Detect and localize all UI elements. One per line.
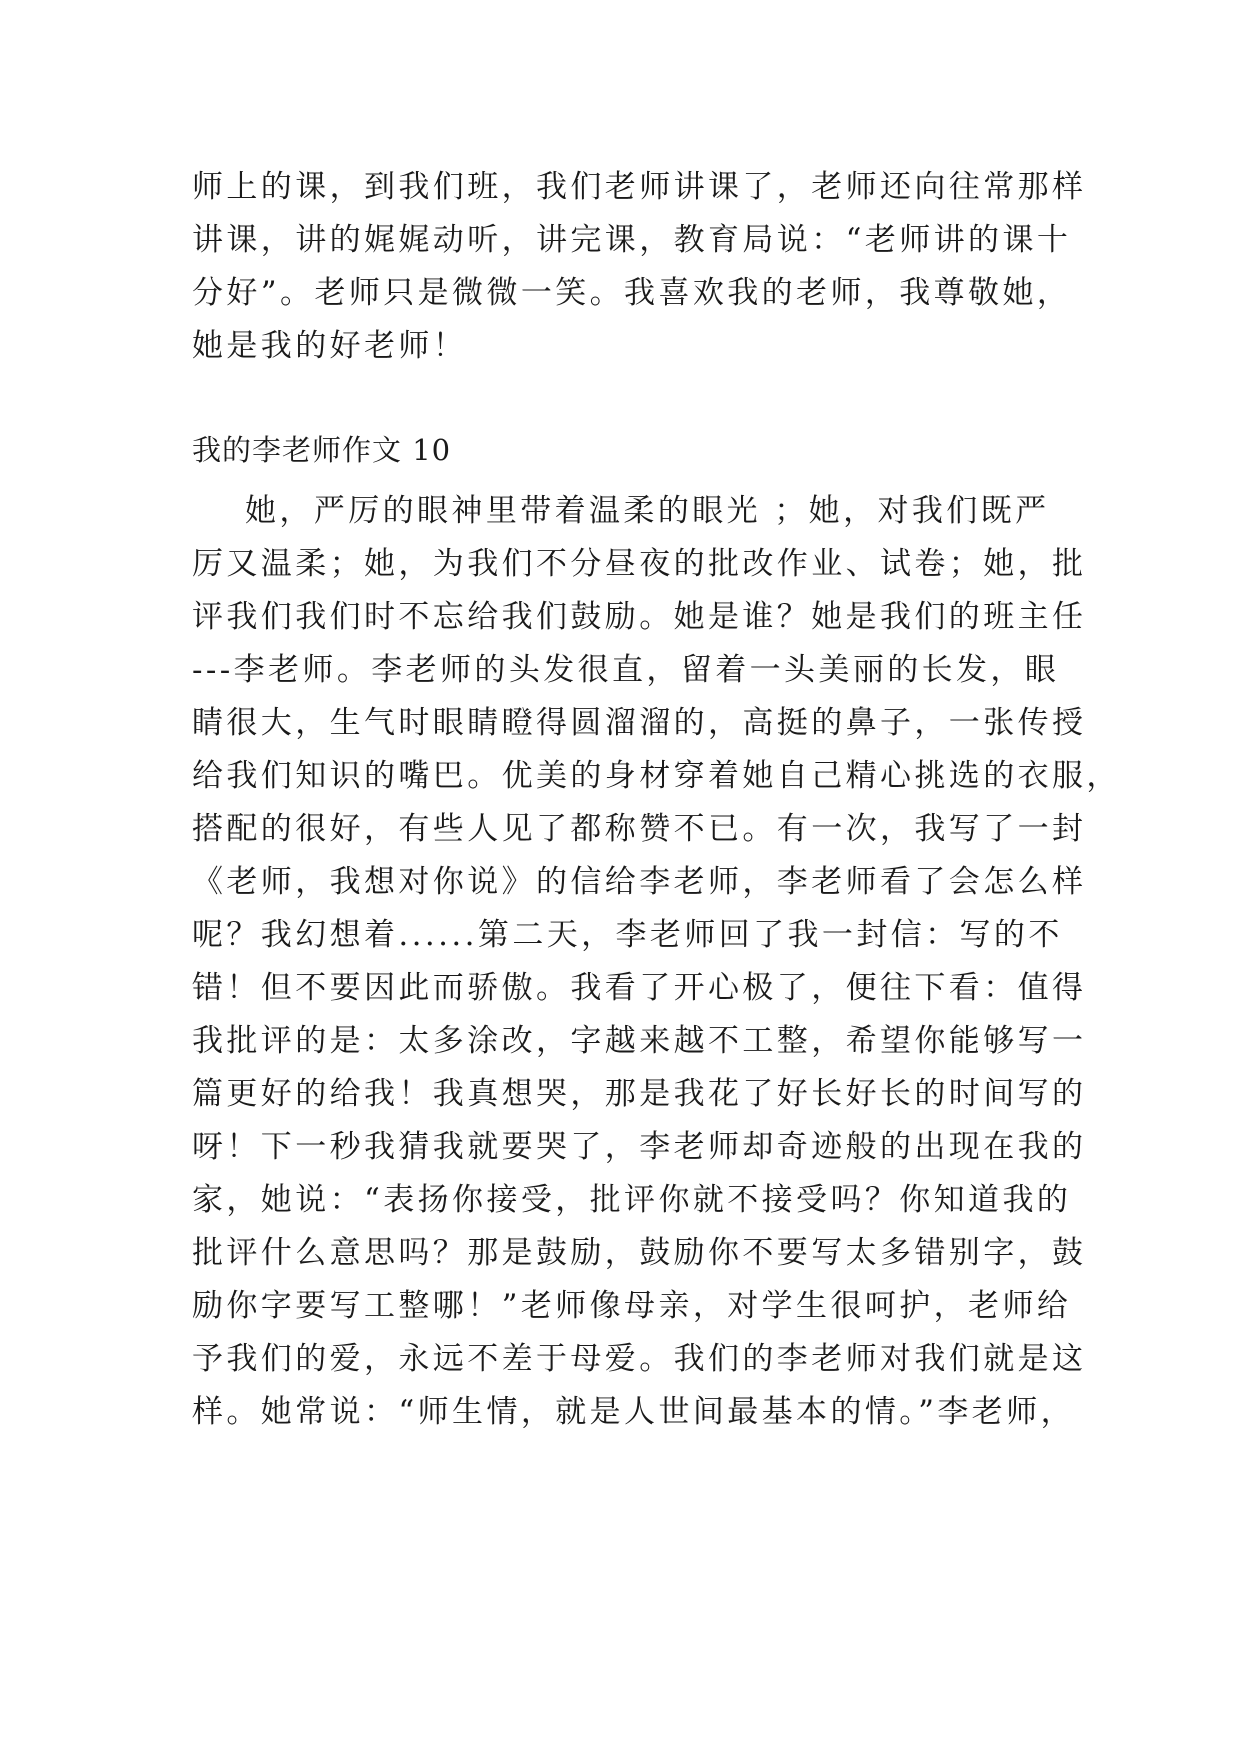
paragraph-line: 她，严厉的眼神里带着温柔的眼光 ；她，对我们既严 bbox=[192, 493, 1050, 529]
paragraph-line: 师上的课，到我们班，我们老师讲课了，老师还向往常那样 bbox=[192, 169, 1087, 205]
paragraph-line: 呢？我幻想着......第二天，李老师回了我一封信：写的不 bbox=[192, 917, 1063, 953]
paragraph-line: 厉又温柔；她，为我们不分昼夜的批改作业、试卷；她，批 bbox=[192, 546, 1087, 582]
paragraph-line: 《老师，我想对你说》的信给李老师，李老师看了会怎么样 bbox=[192, 864, 1087, 900]
paragraph-line: 睛很大，生气时眼睛瞪得圆溜溜的，高挺的鼻子，一张传授 bbox=[192, 705, 1087, 741]
paragraph-line: 我批评的是：太多涂改，字越来越不工整，希望你能够写一 bbox=[192, 1023, 1087, 1059]
paragraph-line: 评我们我们时不忘给我们鼓励。她是谁？她是我们的班主任 bbox=[192, 599, 1087, 635]
paragraph-line: 励你字要写工整哪！”老师像母亲，对学生很呵护，老师给 bbox=[192, 1288, 1072, 1324]
section-heading: 我的李老师作文 10 bbox=[192, 433, 452, 467]
paragraph-line: 给我们知识的嘴巴。优美的身材穿着她自己精心挑选的衣服， bbox=[192, 758, 1121, 794]
paragraph-line: ---李老师。李老师的头发很直，留着一头美丽的长发，眼 bbox=[192, 652, 1060, 688]
paragraph-line: 家，她说：“表扬你接受，批评你就不接受吗？你知道我的 bbox=[192, 1182, 1072, 1218]
paragraph-line: 予我们的爱，永远不差于母爱。我们的李老师对我们就是这 bbox=[192, 1341, 1087, 1377]
paragraph-line: 错！但不要因此而骄傲。我看了开心极了，便往下看：值得 bbox=[192, 970, 1087, 1006]
paragraph-line: 分好”。老师只是微微一笑。我喜欢我的老师，我尊敬她， bbox=[192, 275, 1072, 311]
paragraph-line: 篇更好的给我！我真想哭，那是我花了好长好长的时间写的 bbox=[192, 1076, 1087, 1112]
paragraph-line: 呀！下一秒我猜我就要哭了，李老师却奇迹般的出现在我的 bbox=[192, 1129, 1087, 1165]
paragraph-line: 批评什么意思吗？那是鼓励，鼓励你不要写太多错别字，鼓 bbox=[192, 1235, 1087, 1271]
paragraph-line: 样。她常说：“师生情，就是人世间最基本的情。”李老师， bbox=[192, 1394, 1075, 1430]
paragraph-line: 讲课，讲的娓娓动听，讲完课，教育局说：“老师讲的课十 bbox=[192, 222, 1072, 258]
paragraph-line: 她是我的好老师！ bbox=[192, 328, 468, 364]
paragraph-line: 搭配的很好，有些人见了都称赞不已。有一次，我写了一封 bbox=[192, 811, 1087, 847]
